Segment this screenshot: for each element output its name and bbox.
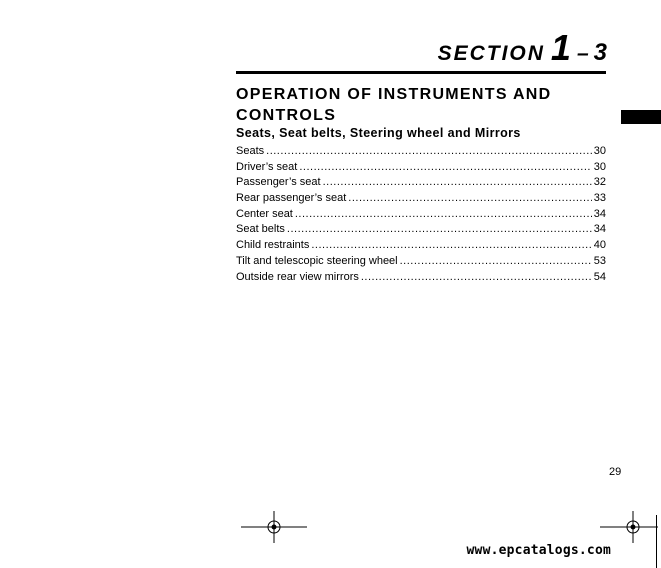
toc-entry[interactable] [236, 238, 606, 254]
toc-leader-dots [299, 160, 591, 176]
toc-entry[interactable] [236, 160, 606, 176]
toc-page-number: 54 [593, 270, 606, 283]
toc-leader-dots [348, 191, 591, 207]
section-dash: – [576, 42, 589, 65]
section-number: 1 [550, 27, 571, 68]
toc-label: Seat belts [236, 223, 285, 236]
toc-label: Passenger’s seat [236, 176, 321, 189]
toc-page-number: 32 [593, 176, 606, 189]
toc-label: Rear passenger’s seat [236, 192, 347, 205]
registration-mark-icon [600, 511, 661, 543]
toc-page-number: 34 [593, 223, 606, 236]
toc-label: Outside rear view mirrors [236, 270, 359, 283]
toc-page-number: 33 [593, 192, 606, 205]
toc-entry[interactable] [236, 144, 606, 160]
toc-page-number: 53 [593, 254, 606, 267]
toc-page-number: 34 [593, 207, 606, 220]
section-tab-marker [621, 110, 661, 124]
trim-edge-line [656, 515, 657, 568]
toc-label: Child restraints [236, 239, 310, 252]
toc-leader-dots [400, 254, 592, 270]
toc-leader-dots [287, 222, 592, 238]
table-of-contents [236, 144, 606, 285]
toc-leader-dots [266, 144, 592, 160]
section-word: SECTION [437, 42, 545, 65]
toc-label: Center seat [236, 207, 293, 220]
toc-entry[interactable] [236, 270, 606, 286]
toc-leader-dots [323, 175, 592, 191]
toc-page-number: 30 [593, 145, 606, 157]
toc-label: Seats [236, 145, 265, 157]
registration-mark-icon [241, 511, 307, 543]
page-subtitle: Seats, Seat belts, Steering wheel and Mirrors [236, 126, 521, 140]
toc-entry[interactable] [236, 254, 606, 270]
toc-page-number: 40 [593, 239, 606, 252]
toc-label: Driver’s seat [236, 160, 298, 173]
toc-entry[interactable] [236, 222, 606, 238]
page-title: OPERATION OF INSTRUMENTS AND CONTROLS [236, 86, 552, 124]
page-number: 29 [609, 466, 622, 478]
toc-leader-dots [295, 207, 592, 223]
header-rule [236, 71, 606, 74]
section-header [437, 27, 607, 68]
section-subnumber: 3 [593, 39, 607, 66]
toc-leader-dots [311, 238, 591, 254]
toc-leader-dots [361, 270, 592, 286]
toc-entry[interactable] [236, 207, 606, 223]
toc-entry[interactable] [236, 191, 606, 207]
website-watermark: www.epcatalogs.com [466, 543, 611, 558]
toc-page-number: 30 [593, 160, 606, 173]
toc-entry[interactable] [236, 175, 606, 191]
toc-label: Tilt and telescopic steering wheel [236, 254, 398, 267]
